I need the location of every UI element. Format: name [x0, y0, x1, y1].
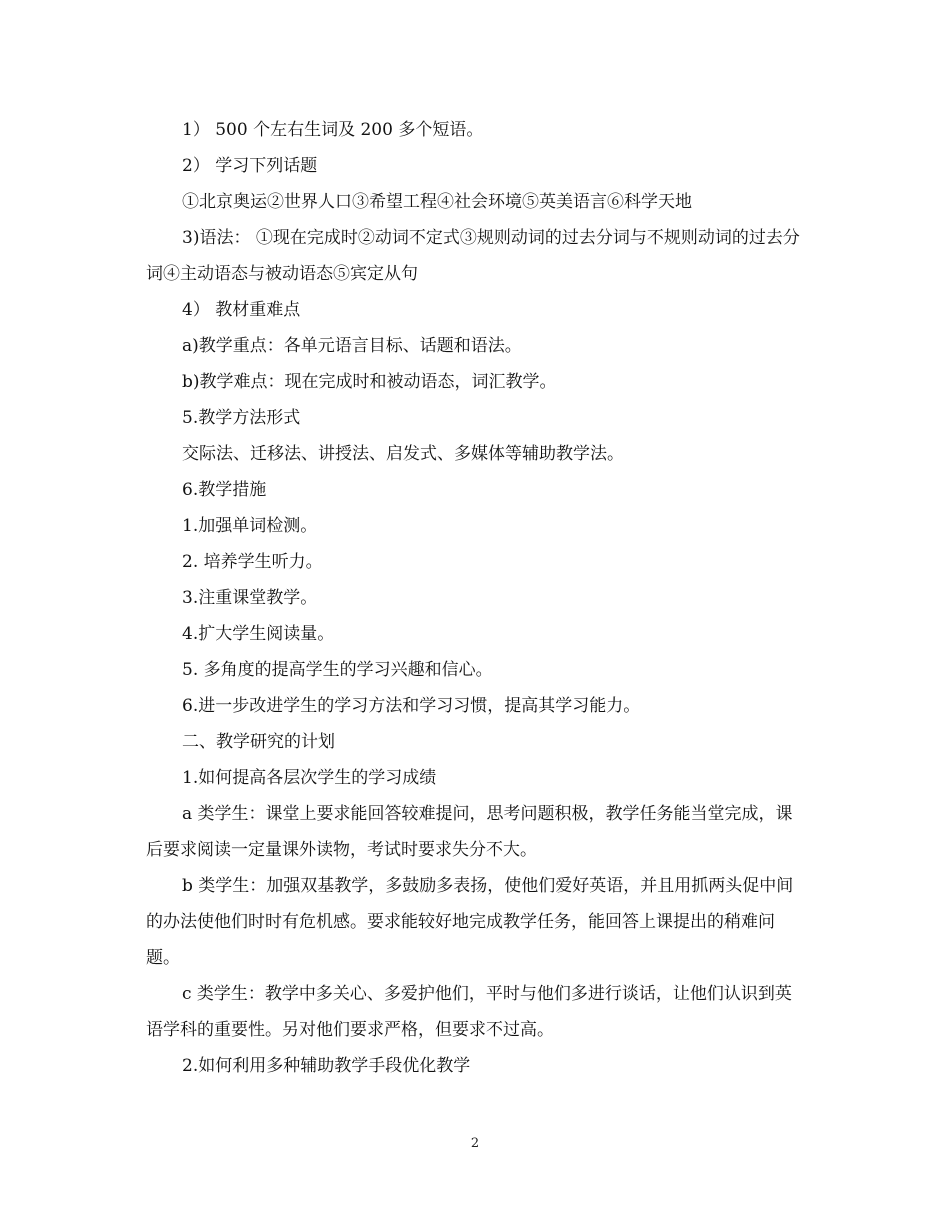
measure-item-6: 6.进一步改进学生的学习方法和学习习惯，提高其学习能力。: [182, 696, 641, 716]
paragraph-topics-heading: 2） 学习下列话题: [182, 156, 318, 176]
measure-item-3: 3.注重课堂教学。: [182, 588, 318, 608]
paragraph-class-a: a 类学生：课堂上要求能回答较难提问，思考问题积极，教学任务能当堂完成，课后要求阅读一定量课外读物，考试时要求失分不大。: [146, 804, 793, 860]
paragraph-teaching-aids-heading: 2.如何利用多种辅助教学手段优化教学: [182, 1056, 471, 1076]
document-body: [146, 112, 806, 1084]
paragraph-difficult-points: b)教学难点：现在完成时和被动语态，词汇教学。: [182, 372, 557, 392]
measure-item-1: 1.加强单词检测。: [182, 516, 318, 536]
paragraph-class-b: b 类学生：加强双基教学，多鼓励多表扬，使他们爱好英语，并且用抓两头促中间的办法使他们时时有危机感。要求能较好地完成教学任务，能回答上课提出的稍难问题。: [146, 876, 794, 968]
paragraph-improve-grades-heading: 1.如何提高各层次学生的学习成绩: [182, 768, 437, 788]
measure-item-2: 2. 培养学生听力。: [182, 552, 323, 572]
paragraph-methods: 交际法、迁移法、讲授法、启发式、多媒体等辅助教学法。: [182, 444, 624, 464]
section-heading-research-plan: 二、教学研究的计划: [182, 732, 335, 752]
paragraph-methods-heading: 5.教学方法形式: [182, 408, 301, 428]
paragraph-key-points-heading: 4） 教材重难点: [182, 300, 301, 320]
paragraph-vocab: 1） 500 个左右生词及 200 多个短语。: [182, 120, 484, 140]
measure-item-4: 4.扩大学生阅读量。: [182, 624, 335, 644]
paragraph-key-points: a)教学重点：各单元语言目标、话题和语法。: [182, 336, 522, 356]
paragraph-topics-list: ①北京奥运②世界人口③希望工程④社会环境⑤英美语言⑥科学天地: [182, 192, 692, 212]
paragraph-grammar: 3)语法： ①现在完成时②动词不定式③规则动词的过去分词与不规则动词的过去分词④主动语态与被动语态⑤宾定从句: [146, 228, 800, 284]
measure-item-5: 5. 多角度的提高学生的学习兴趣和信心。: [182, 660, 493, 680]
paragraph-class-c: c 类学生：教学中多关心、多爱护他们，平时与他们多进行谈话，让他们认识到英语学科的重要性。另对他们要求严格，但要求不过高。: [146, 984, 792, 1040]
paragraph-measures-heading: 6.教学措施: [182, 480, 267, 500]
page-number: 2: [470, 1136, 480, 1151]
